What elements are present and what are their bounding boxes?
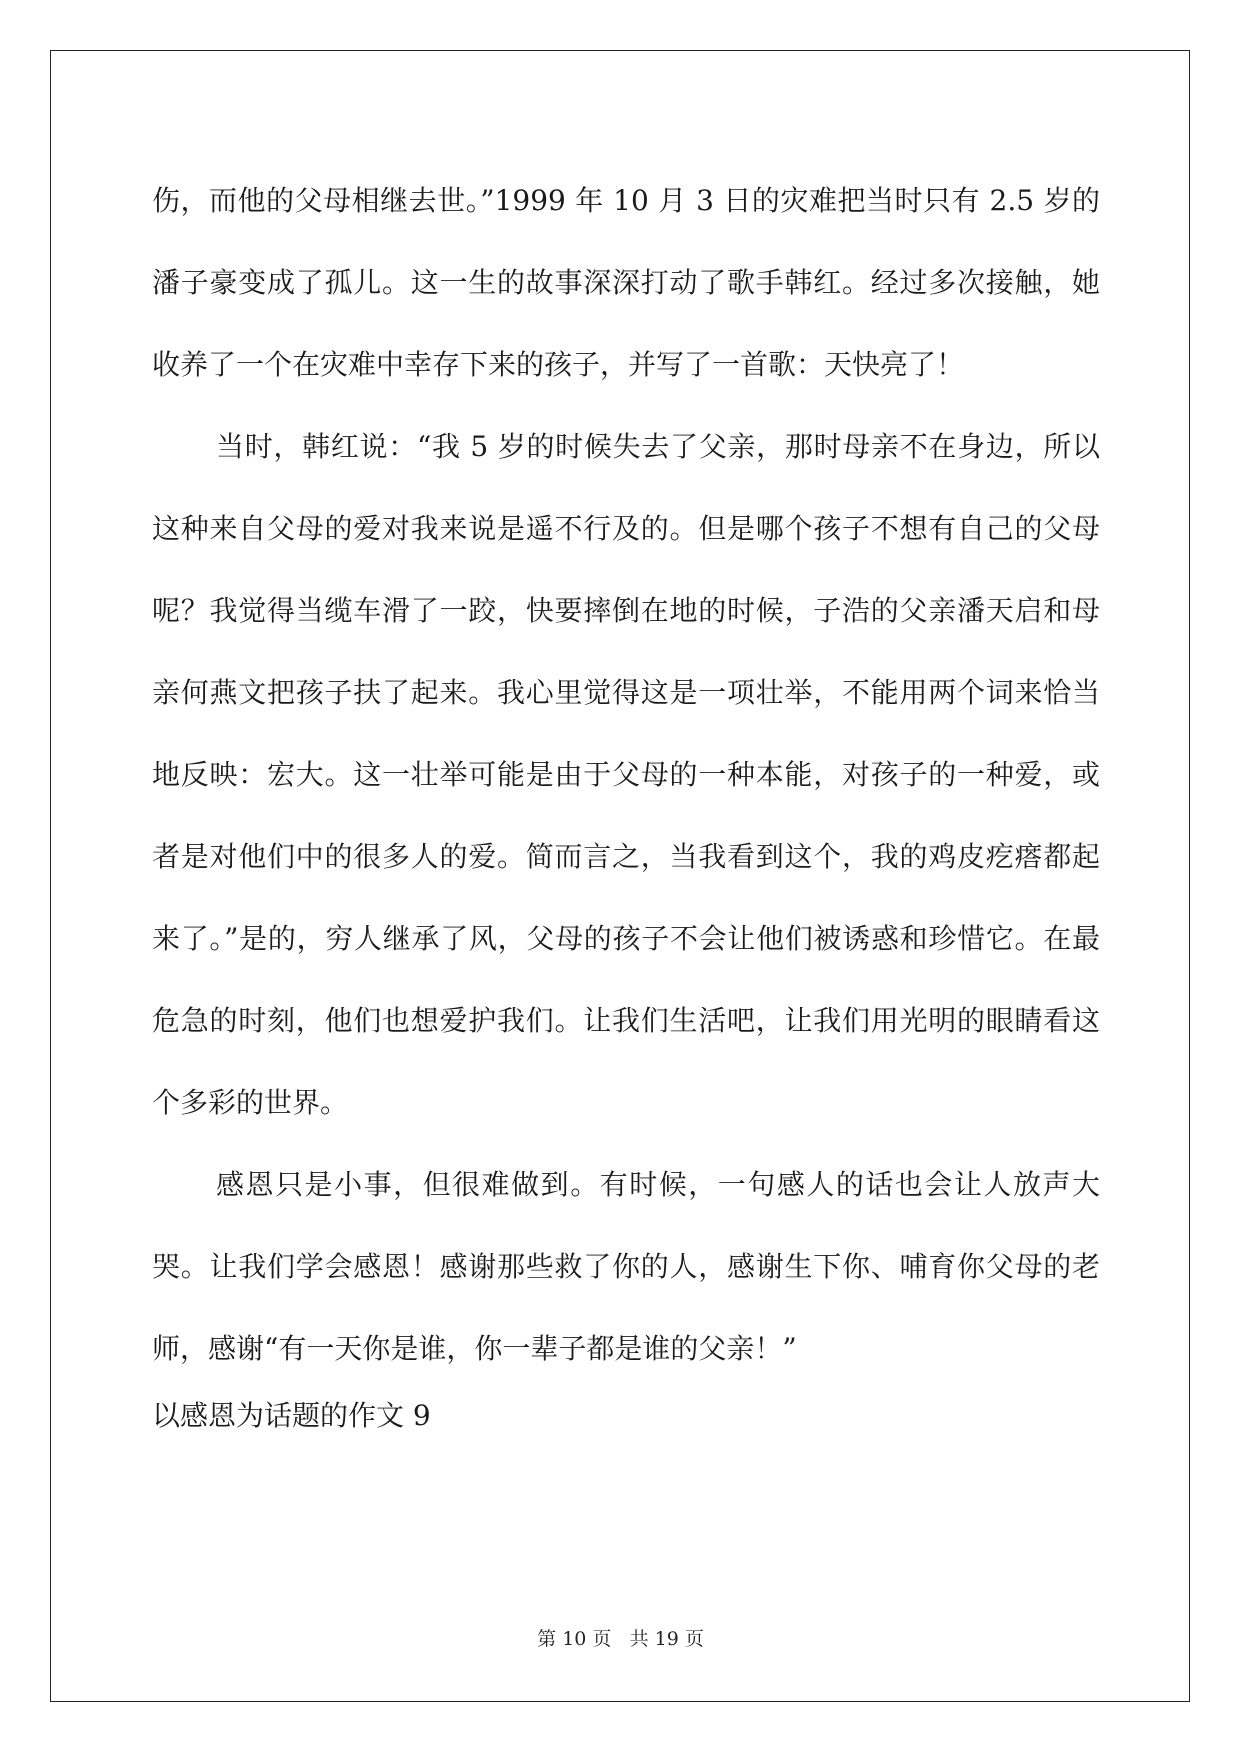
section-heading: 以感恩为话题的作文 9 (152, 1399, 431, 1432)
page-footer (0, 1624, 1241, 1651)
page-total: 共 19 页 (629, 1628, 704, 1650)
document-body (152, 160, 1100, 1440)
page-number: 第 10 页 (537, 1628, 612, 1650)
paragraph-2: 当时，韩红说：“我 5 岁的时候失去了父亲，那时母亲不在身边，所以这种来自父母的爱对我来说是遥不行及的。但是哪个孩子不想有自己的父母呢？我觉得当缆车滑了一跤，快要摔倒在地的时候，子浩的父亲潘天启和母亲何燕文把孩子扶了起来。我心里觉得这是一项壮举，不能用两个词来恰当地反映：宏大。这一壮举可能是由于父母的一种本能，对孩子的一种爱，或者是对他们中的很多人的爱。简而言之，当我看到这个，我的鸡皮疙瘩都起来了。”是的，穷人继承了风，父母的孩子不会让他们被诱惑和珍惜它。在最危急的时刻，他们也想爱护我们。让我们生活吧，让我们用光明的眼睛看这个多彩的世界。 (152, 430, 1100, 1119)
paragraph-3: 感恩只是小事，但很难做到。有时候，一句感人的话也会让人放声大哭。让我们学会感恩！感谢那些救了你的人，感谢生下你、哺育你父母的老师，感谢“有一天你是谁，你一辈子都是谁的父亲！” (152, 1168, 1100, 1365)
paragraph-1: 伤，而他的父母相继去世。”1999 年 10 月 3 日的灾难把当时只有 2.5 岁的潘子豪变成了孤儿。这一生的故事深深打动了歌手韩红。经过多次接触，她收养了一个在灾难中幸存下来的孩子，并写了一首歌：天快亮了！ (152, 184, 1100, 381)
